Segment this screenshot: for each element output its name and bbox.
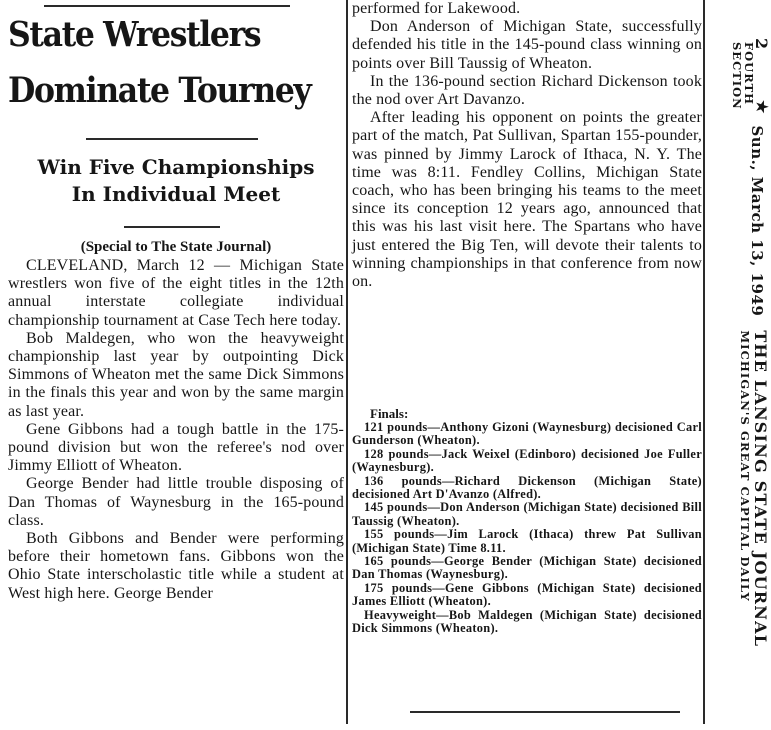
body-paragraph: After leading his opponent on points the greater part of the match, Pat Sullivan, Spartan 155-pounder, was pinned by Jimmy Larock of Ithaca, N. Y. The time was 8:11. Fendley Collins, Michigan State coach, who has been bringing his teams to the meet since its conception 12 years ago, announced that this was his last visit here. The Spartans who have just entered the Big Ten, will devote their talents to winning championships in that conference from now on. — [352, 109, 702, 291]
article-column-2 — [352, 0, 702, 724]
body-paragraph: CLEVELAND, March 12 — Michigan State wrestlers won five of the eight titles in the 12th annual interstate collegiate individual championship tournament at Case Tech here today. — [8, 257, 344, 329]
article-column-1 — [8, 0, 344, 724]
page-masthead — [729, 30, 769, 730]
column-rule — [346, 0, 348, 724]
newspaper-name: THE LANSING STATE JOURNAL — [751, 330, 770, 648]
finals-result: 165 pounds—George Bender (Michigan State) decisioned Dan Thomas (Waynesburg). — [352, 554, 702, 582]
body-paragraph: In the 136-pound section Richard Dickenson took the nod over Art Davanzo. — [352, 72, 702, 109]
headline-line-1: State Wrestlers — [8, 14, 261, 55]
finals-result: 128 pounds—Jack Weixel (Edinboro) decisioned Joe Fuller (Waynesburg). — [352, 446, 702, 475]
finals-result: Heavyweight—Bob Maldegen (Michigan State) decisioned Dick Simmons (Wheaton). — [352, 607, 702, 636]
finals-result: 175 pounds—Gene Gibbons (Michigan State) decisioned James Elliott (Wheaton). — [352, 580, 702, 609]
newspaper-tagline: MICHIGAN'S GREAT CAPITAL DAILY — [738, 330, 752, 602]
finals-result: 145 pounds—Don Anderson (Michigan State) decisioned Bill Taussig (Wheaton). — [352, 500, 702, 528]
body-paragraph: Don Anderson of Michigan State, successfully defended his title in the 145-pound class winning on points over Bill Taussig of Wheaton. — [352, 18, 702, 72]
headline-line-2: Dominate Tourney — [8, 70, 311, 111]
finals-result: 136 pounds—Richard Dickenson (Michigan State) decisioned Art D'Avanzo (Alfred). — [352, 473, 702, 502]
subheadline-line-1: Win Five Championships — [37, 155, 315, 179]
byline: (Special to The State Journal) — [80, 239, 272, 255]
subheadline-line-2: In Individual Meet — [71, 182, 281, 206]
body-paragraph: George Bender had little trouble disposing of Dan Thomas of Waynesburg in the 165-pound class. — [8, 475, 344, 529]
star-icon: ★ — [753, 100, 771, 114]
section-label: FOURTH SECTION — [730, 42, 756, 110]
finals-result: 155 pounds—Jim Larock (Ithaca) threw Pat Sullivan (Michigan State) Time 8.11. — [352, 527, 702, 555]
body-paragraph: Both Gibbons and Bender were performing before their hometown fans. Gibbons won the Ohio State interscholastic title while a student at West high here. George Bender — [8, 530, 344, 602]
finals-label: Finals: — [370, 406, 409, 421]
column-rule-masthead — [703, 0, 705, 724]
body-paragraph: Bob Maldegen, who won the heavyweight championship last year by outpointing Dick Simmons of Wheaton met the same Dick Simmons in the finals this year and won by the same margin as last year. — [8, 329, 344, 420]
page-number: 2 — [752, 38, 771, 50]
finals-result: 121 pounds—Anthony Gizoni (Waynesburg) decisioned Carl Gunderson (Wheaton). — [352, 420, 702, 448]
newspaper-nameplate — [739, 330, 769, 647]
issue-date: Sun., March 13, 1949 — [748, 125, 766, 317]
body-paragraph: Gene Gibbons had a tough battle in the 175-pound division but won the referee's nod over Jimmy Elliott of Wheaton. — [8, 420, 344, 475]
body-paragraph: performed for Lakewood. — [352, 0, 521, 17]
